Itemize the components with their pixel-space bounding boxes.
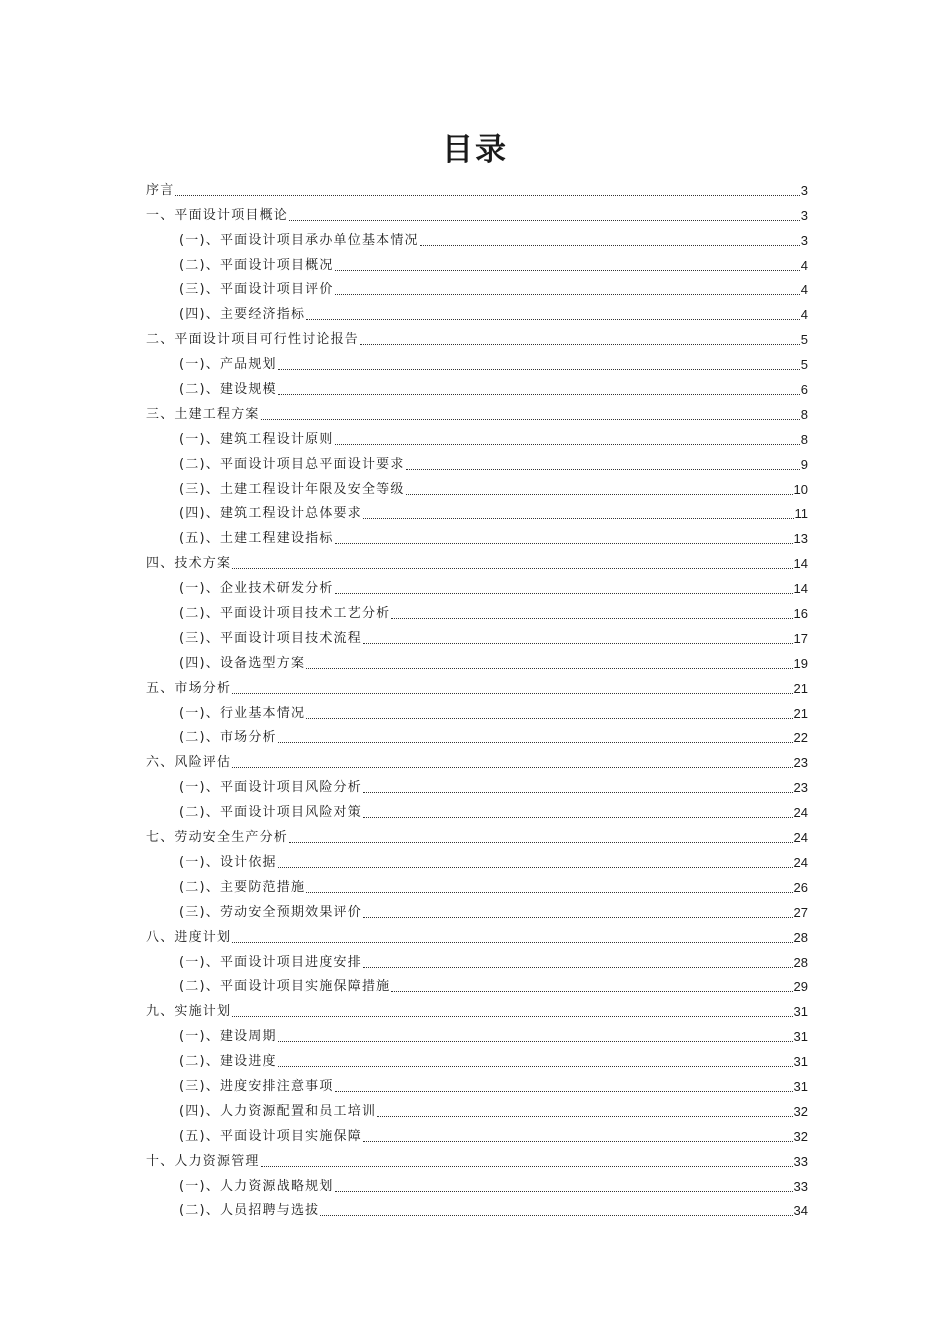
toc-entry-label: (三)、土建工程设计年限及安全等级 (179, 481, 405, 497)
dot-leader (363, 917, 793, 918)
toc-entry-label: 四、技术方案 (146, 556, 232, 572)
toc-entry-label: (三)、进度安排注意事项 (179, 1078, 334, 1094)
toc-entry-label: (三)、劳动安全预期效果评价 (179, 904, 362, 920)
toc-entry-label: (五)、土建工程建设指标 (179, 531, 334, 547)
dot-leader (278, 1066, 793, 1067)
dot-leader (232, 767, 792, 768)
dot-leader (420, 245, 800, 246)
toc-entry-page-number: 14 (793, 581, 808, 597)
toc-entry-page-number: 31 (793, 1029, 808, 1045)
toc-entry[interactable] (146, 299, 808, 324)
dot-leader (335, 1091, 793, 1092)
toc-entry-page-number: 24 (793, 830, 808, 846)
toc-entry-label: (二)、建设进度 (179, 1054, 277, 1070)
toc-entry-page-number: 33 (793, 1178, 808, 1194)
toc-entry-page-number: 32 (793, 1103, 808, 1119)
dot-leader (232, 568, 792, 569)
dot-leader (289, 220, 800, 221)
toc-entry-label: (三)、平面设计项目评价 (179, 282, 334, 298)
toc-entry[interactable] (146, 573, 808, 598)
dot-leader (363, 643, 793, 644)
dot-leader (278, 369, 800, 370)
toc-entry[interactable] (146, 648, 808, 673)
dot-leader (232, 942, 792, 943)
toc-entry-label: (四)、人力资源配置和员工培训 (179, 1103, 377, 1119)
toc-entry-label: 八、进度计划 (146, 929, 232, 945)
toc-entry-page-number: 29 (793, 979, 808, 995)
toc-entry-label: (一)、建筑工程设计原则 (179, 431, 334, 447)
toc-entry[interactable] (146, 349, 808, 374)
toc-entry-label: 六、风险评估 (146, 755, 232, 771)
dot-leader (278, 742, 793, 743)
toc-entry-page-number: 21 (793, 680, 808, 696)
toc-entry[interactable] (146, 225, 808, 250)
toc-entry[interactable] (146, 523, 808, 548)
toc-entry-label: (一)、平面设计项目进度安排 (179, 954, 362, 970)
toc-entry[interactable] (146, 698, 808, 723)
toc-entry[interactable] (146, 449, 808, 474)
toc-entry-page-number: 32 (793, 1128, 808, 1144)
toc-entry-page-number: 31 (793, 1078, 808, 1094)
dot-leader (306, 892, 792, 893)
dot-leader (306, 319, 800, 320)
dot-leader (335, 593, 793, 594)
dot-leader (360, 344, 800, 345)
toc-entry[interactable] (146, 1021, 808, 1046)
toc-entry[interactable] (146, 747, 808, 772)
toc-entry-page-number: 21 (793, 705, 808, 721)
toc-entry-page-number: 27 (793, 904, 808, 920)
toc-entry[interactable] (146, 324, 808, 349)
dot-leader (232, 1016, 792, 1017)
toc-entry-page-number: 8 (800, 406, 808, 422)
dot-leader (391, 618, 792, 619)
dot-leader (278, 1041, 793, 1042)
toc-entry[interactable] (146, 548, 808, 573)
toc-entry-label: (四)、建筑工程设计总体要求 (179, 506, 362, 522)
toc-entry-page-number: 33 (793, 1153, 808, 1169)
toc-entry-page-number: 23 (793, 780, 808, 796)
dot-leader (335, 444, 800, 445)
toc-entry-label: (二)、平面设计项目概况 (179, 257, 334, 273)
toc-entry-label: (二)、平面设计项目技术工艺分析 (179, 606, 391, 622)
dot-leader (306, 668, 792, 669)
dot-leader (406, 469, 800, 470)
toc-entry[interactable] (146, 1071, 808, 1096)
toc-entry-label: (一)、行业基本情况 (179, 705, 306, 721)
dot-leader (335, 270, 800, 271)
toc-entry-label: (二)、平面设计项目实施保障措施 (179, 979, 391, 995)
toc-entry-label: (二)、市场分析 (179, 730, 277, 746)
toc-entry[interactable] (146, 872, 808, 897)
toc-entry[interactable] (146, 1046, 808, 1071)
toc-entry[interactable] (146, 922, 808, 947)
toc-entry-label: (二)、建设规模 (179, 382, 277, 398)
toc-entry-label: (四)、设备选型方案 (179, 655, 306, 671)
toc-entry-label: (一)、人力资源战略规划 (179, 1178, 334, 1194)
toc-entry-label: (一)、产品规划 (179, 357, 277, 373)
dot-leader (363, 1141, 793, 1142)
toc-entry-page-number: 31 (793, 1004, 808, 1020)
toc-entry-page-number: 26 (793, 879, 808, 895)
toc-entry-label: 序言 (146, 182, 175, 198)
toc-entry-page-number: 24 (793, 805, 808, 821)
toc-entry-label: (一)、平面设计项目风险分析 (179, 780, 362, 796)
toc-entry-label: (二)、主要防范措施 (179, 879, 306, 895)
toc-entry[interactable] (146, 623, 808, 648)
toc-entry[interactable] (146, 1196, 808, 1221)
toc-entry-page-number: 11 (794, 506, 808, 522)
toc-entry-page-number: 5 (800, 357, 808, 373)
toc-entry-label: (五)、平面设计项目实施保障 (179, 1128, 362, 1144)
toc-entry-label: (一)、企业技术研发分析 (179, 581, 334, 597)
dot-leader (363, 792, 793, 793)
toc-entry-label: 二、平面设计项目可行性讨论报告 (146, 332, 360, 348)
toc-entry-label: (一)、建设周期 (179, 1029, 277, 1045)
dot-leader (335, 543, 793, 544)
toc-entry-label: 七、劳动安全生产分析 (146, 830, 289, 846)
toc-entry[interactable] (146, 1171, 808, 1196)
table-of-contents (146, 175, 808, 1220)
toc-entry-label: (三)、平面设计项目技术流程 (179, 630, 362, 646)
toc-entry-page-number: 19 (793, 655, 808, 671)
toc-entry-label: (一)、设计依据 (179, 854, 277, 870)
toc-entry[interactable] (146, 175, 808, 200)
toc-entry[interactable] (146, 1121, 808, 1146)
dot-leader (363, 817, 793, 818)
toc-entry-page-number: 24 (793, 854, 808, 870)
toc-title: 目录 (442, 132, 508, 168)
dot-leader (335, 1191, 793, 1192)
toc-entry[interactable] (146, 374, 808, 399)
dot-leader (406, 494, 793, 495)
toc-entry[interactable] (146, 474, 808, 499)
dot-leader (320, 1215, 792, 1216)
toc-entry[interactable] (146, 1096, 808, 1121)
dot-leader (278, 394, 800, 395)
toc-entry-page-number: 3 (800, 207, 808, 223)
toc-entry-page-number: 4 (800, 282, 808, 298)
toc-entry[interactable] (146, 772, 808, 797)
toc-entry-label: (二)、平面设计项目总平面设计要求 (179, 456, 405, 472)
dot-leader (278, 867, 793, 868)
toc-entry-page-number: 28 (793, 929, 808, 945)
toc-entry[interactable] (146, 947, 808, 972)
dot-leader (306, 718, 792, 719)
toc-entry-page-number: 4 (800, 307, 808, 323)
toc-entry-page-number: 17 (793, 630, 808, 646)
toc-entry[interactable] (146, 897, 808, 922)
toc-entry-page-number: 13 (793, 531, 808, 547)
toc-entry[interactable] (146, 723, 808, 748)
dot-leader (391, 991, 792, 992)
toc-entry-page-number: 9 (800, 456, 808, 472)
dot-leader (335, 294, 800, 295)
toc-entry-page-number: 8 (800, 431, 808, 447)
dot-leader (363, 967, 793, 968)
toc-entry-page-number: 23 (793, 755, 808, 771)
toc-entry[interactable] (146, 996, 808, 1021)
toc-entry[interactable] (146, 1146, 808, 1171)
toc-entry-label: (二)、人员招聘与选拔 (179, 1203, 320, 1219)
toc-entry-label: 九、实施计划 (146, 1004, 232, 1020)
toc-entry-page-number: 3 (800, 182, 808, 198)
toc-entry-page-number: 14 (793, 556, 808, 572)
toc-entry[interactable] (146, 822, 808, 847)
toc-entry[interactable] (146, 250, 808, 275)
toc-entry[interactable] (146, 847, 808, 872)
toc-entry-page-number: 10 (793, 481, 808, 497)
toc-entry-page-number: 28 (793, 954, 808, 970)
toc-entry-label: (一)、平面设计项目承办单位基本情况 (179, 232, 419, 248)
toc-entry-label: (二)、平面设计项目风险对策 (179, 805, 362, 821)
toc-entry-page-number: 22 (793, 730, 808, 746)
dot-leader (175, 195, 799, 196)
toc-entry-page-number: 5 (800, 332, 808, 348)
toc-entry-page-number: 3 (800, 232, 808, 248)
toc-entry-label: 五、市场分析 (146, 680, 232, 696)
dot-leader (377, 1116, 792, 1117)
toc-entry[interactable] (146, 499, 808, 524)
toc-entry[interactable] (146, 972, 808, 997)
toc-entry-page-number: 31 (793, 1054, 808, 1070)
toc-entry-page-number: 4 (800, 257, 808, 273)
toc-entry-label: (四)、主要经济指标 (179, 307, 306, 323)
toc-entry-page-number: 6 (800, 382, 808, 398)
dot-leader (261, 419, 800, 420)
toc-entry[interactable] (146, 200, 808, 225)
toc-entry[interactable] (146, 399, 808, 424)
toc-entry[interactable] (146, 673, 808, 698)
toc-entry-label: 一、平面设计项目概论 (146, 207, 289, 223)
toc-entry-label: 三、土建工程方案 (146, 406, 260, 422)
toc-entry[interactable] (146, 797, 808, 822)
dot-leader (232, 693, 792, 694)
toc-entry-label: 十、人力资源管理 (146, 1153, 260, 1169)
toc-entry[interactable] (146, 424, 808, 449)
toc-entry-page-number: 16 (793, 606, 808, 622)
toc-entry[interactable] (146, 275, 808, 300)
dot-leader (261, 1166, 793, 1167)
dot-leader (363, 518, 794, 519)
toc-entry-page-number: 34 (793, 1203, 808, 1219)
toc-entry[interactable] (146, 598, 808, 623)
dot-leader (289, 842, 793, 843)
